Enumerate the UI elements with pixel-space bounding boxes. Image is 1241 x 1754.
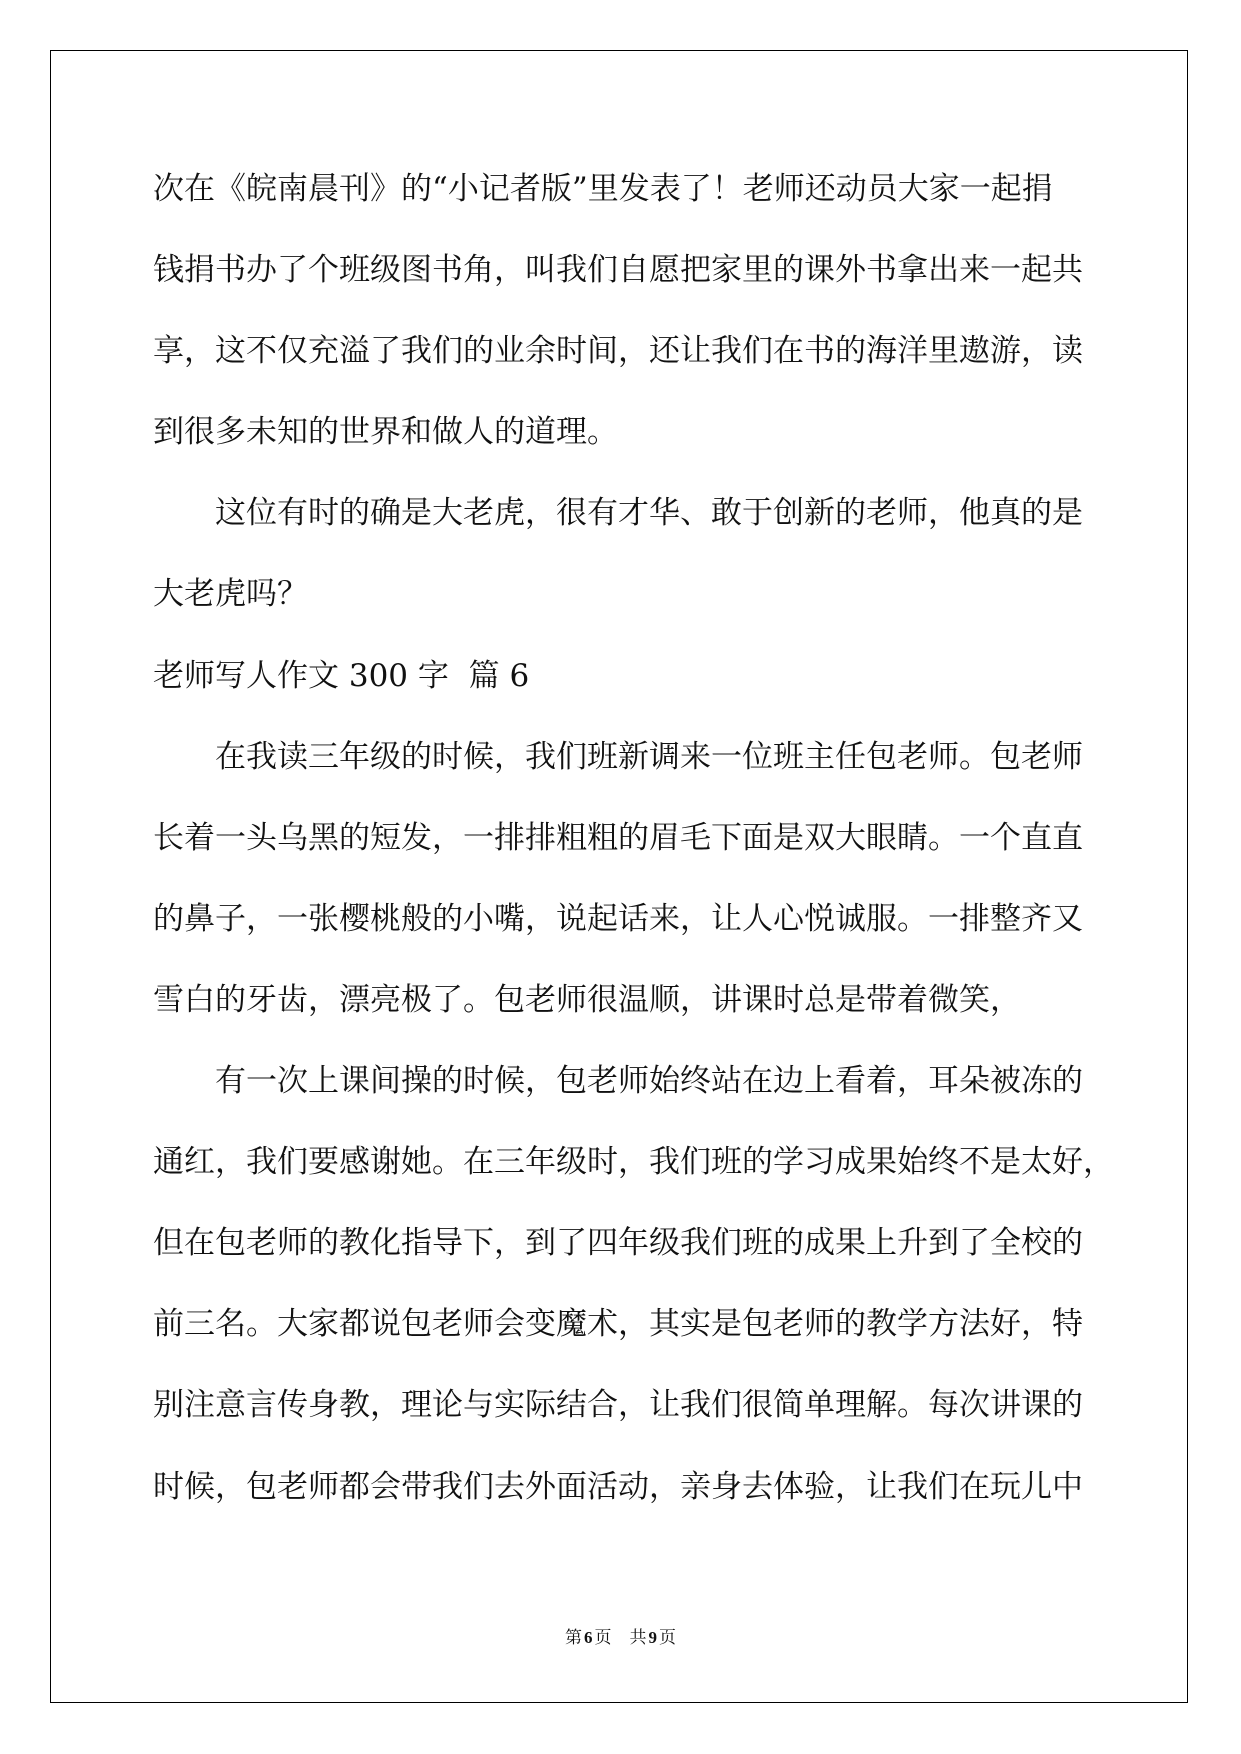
page-number-prefix: 第 xyxy=(565,1628,582,1648)
text-line: 但在包老师的教化指导下，到了四年级我们班的成果上升到了全校的 xyxy=(153,1225,1083,1262)
paragraph-continued xyxy=(153,149,1173,473)
total-pages-prefix: 共 xyxy=(629,1628,647,1648)
text-line: 大老虎吗？ xyxy=(153,576,308,613)
text-line: 次在《皖南晨刊》的“小记者版”里发表了！老师还动员大家一起捐 xyxy=(153,171,1053,207)
total-pages-suffix: 页 xyxy=(659,1628,676,1648)
paragraph-appearance xyxy=(153,717,1173,1041)
document-body xyxy=(153,149,1173,1528)
text-line: 的鼻子，一张樱桃般的小嘴，说起话来，让人心悦诚服。一排整齐又 xyxy=(153,900,1083,937)
section-heading: 老师写人作文 300 字 篇 6 xyxy=(153,657,530,694)
paragraph-teaching xyxy=(153,1041,1173,1528)
text-line: 通红，我们要感谢她。在三年级时，我们班的学习成果始终不是太好， xyxy=(153,1144,1114,1181)
page-footer xyxy=(0,1626,1241,1650)
page-number-suffix: 页 xyxy=(594,1628,612,1648)
text-line: 雪白的牙齿，漂亮极了。包老师很温顺，讲课时总是带着微笑， xyxy=(153,981,1021,1018)
text-line: 到很多未知的世界和做人的道理。 xyxy=(153,414,618,451)
text-line: 有一次上课间操的时候，包老师始终站在边上看着，耳朵被冻的 xyxy=(215,1063,1083,1100)
current-page-number: 6 xyxy=(584,1628,593,1647)
text-line: 享，这不仅充溢了我们的业余时间，还让我们在书的海洋里遨游，读 xyxy=(153,333,1083,370)
text-line: 在我读三年级的时候，我们班新调来一位班主任包老师。包老师 xyxy=(215,738,1083,775)
text-line: 长着一头乌黑的短发，一排排粗粗的眉毛下面是双大眼睛。一个直直 xyxy=(153,819,1083,856)
text-line: 钱捐书办了个班级图书角，叫我们自愿把家里的课外书拿出来一起共 xyxy=(153,252,1083,289)
text-line: 别注意言传身教，理论与实际结合，让我们很简单理解。每次讲课的 xyxy=(153,1387,1083,1424)
text-line: 时候，包老师都会带我们去外面活动，亲身去体验，让我们在玩儿中 xyxy=(153,1468,1083,1505)
text-line: 这位有时的确是大老虎，很有才华、敢于创新的老师，他真的是 xyxy=(215,495,1083,532)
paragraph-tiger xyxy=(153,473,1173,635)
total-pages-number: 9 xyxy=(648,1628,657,1647)
text-line: 前三名。大家都说包老师会变魔术，其实是包老师的教学方法好，特 xyxy=(153,1306,1083,1343)
